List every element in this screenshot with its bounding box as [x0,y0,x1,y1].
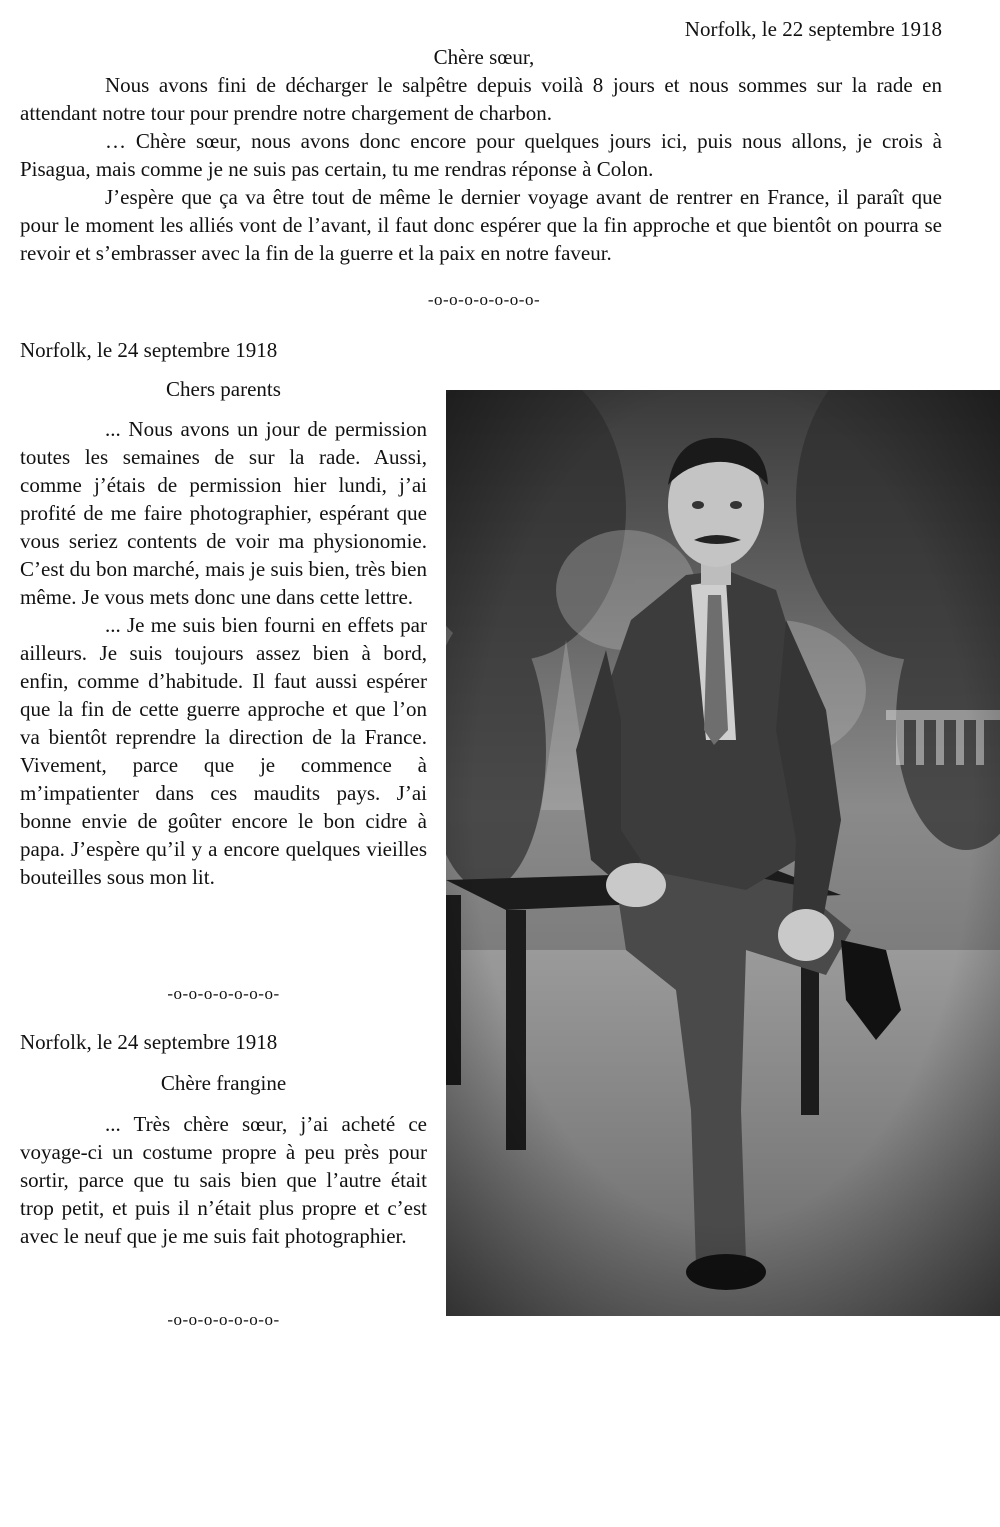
letter3-date: Norfolk, le 24 septembre 1918 [20,1030,278,1054]
paragraph: … Chère sœur, nous avons donc encore pour quelques jours ici, puis nous allons, je crois à Pisagua, mais comme je ne suis pas certain, tu me rendras réponse à Colon. [20,129,942,181]
letter3-salutation: Chère frangine [160,1071,287,1095]
paragraph: ... Je me suis bien fourni en effets par ailleurs. Je suis toujours assez bien à bord, enfin, comme d’habitude. Il faut aussi espérer que la fin de cette guerre approche et que l’on va bientôt reprendre la direction de la France. Vivement, parce que je commence à m’impatienter dans ces maudits pays. J’ai bonne envie de goûter encore le bon cidre à papa. J’espère qu’il y a encore quelques vieilles bouteilles sous mon lit. [20,613,427,889]
letter2-date: Norfolk, le 24 septembre 1918 [20,338,278,362]
letter1-salutation: Chère sœur, [433,45,535,69]
letter3-body [20,1110,427,1250]
separator: -o-o-o-o-o-o-o- [167,1310,280,1329]
separator: -o-o-o-o-o-o-o- [167,984,280,1003]
portrait-photograph [446,390,1000,1316]
letter2-body [20,415,427,891]
paragraph: Nous avons fini de décharger le salpêtre depuis voilà 8 jours et nous sommes sur la rade en attendant notre tour pour prendre notre chargement de charbon. [20,73,942,125]
paragraph: J’espère que ça va être tout de même le dernier voyage avant de rentrer en France, il paraît que pour le moment les alliés vont de l’avant, il faut donc espérer que la fin approche et que bientôt on pourra se revoir et s’embrasser avec la fin de la guerre et la paix en notre faveur. [20,185,942,265]
paragraph: ... Très chère sœur, j’ai acheté ce voyage-ci un costume propre à peu près pour sortir, parce que tu sais bien que l’autre était trop petit, et puis il n’était plus propre et c’est avec le neuf que je me suis fait photographier. [20,1112,427,1248]
separator: -o-o-o-o-o-o-o- [427,290,541,309]
letter1-body [20,71,942,267]
portrait-illustration [446,390,1000,1316]
paragraph: ... Nous avons un jour de permission toutes les semaines de sur la rade. Aussi, comme j’étais de permission hier lundi, j’ai profité de me faire photographier, espérant que vous seriez contents de voir ma physionomie. C’est du bon marché, mais je suis bien, très bien même. Je vous mets donc une dans cette lettre. [20,417,427,609]
letter2-salutation: Chers parents [166,377,281,401]
letter1-date: Norfolk, le 22 septembre 1918 [684,17,942,41]
